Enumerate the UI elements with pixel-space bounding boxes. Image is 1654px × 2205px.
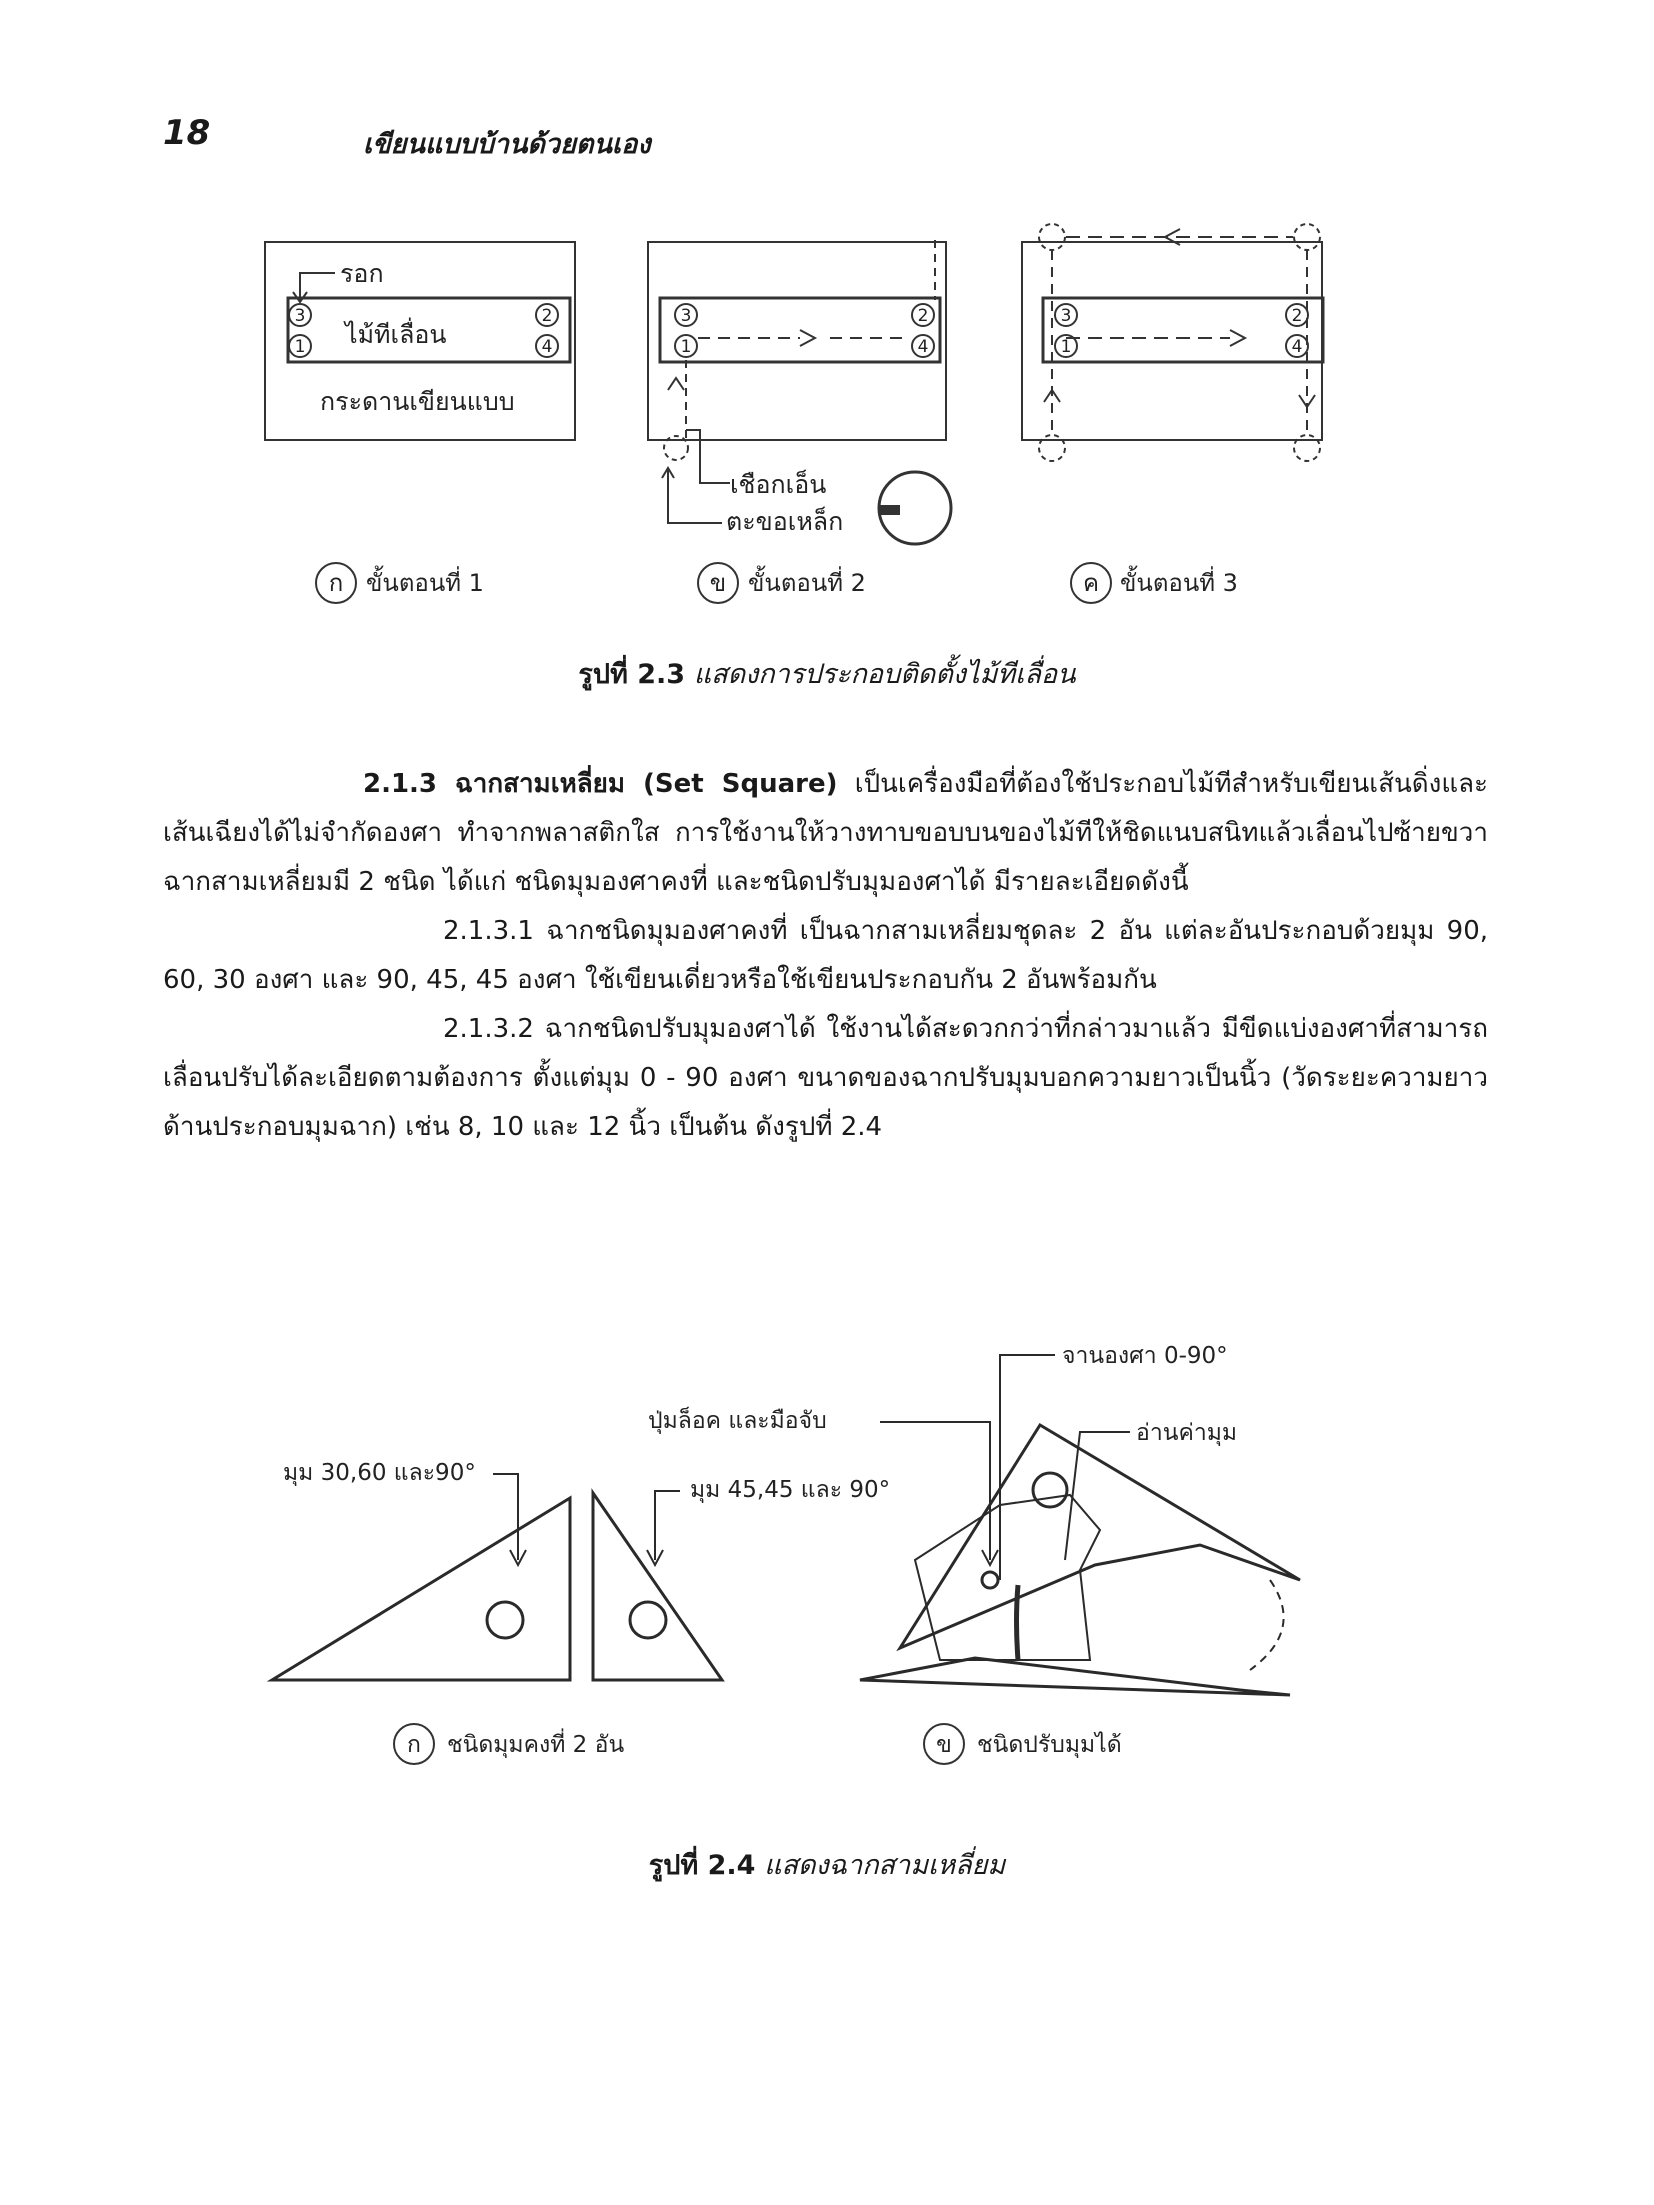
num-4-b: 4 — [917, 337, 929, 357]
lock-knob-label: ปุ่มล็อค และมือจับ — [648, 1408, 827, 1434]
protractor-label: จานองศา 0-90° — [1062, 1343, 1228, 1369]
running-title: เขียนแบบบ้านด้วยตนเอง — [363, 129, 651, 160]
hole-label: รอก — [340, 259, 384, 288]
page-number: 18 — [163, 113, 211, 153]
part-a-label: ชนิดมุมคงที่ 2 อัน — [447, 1732, 625, 1758]
section-heading: 2.1.3 ฉากสามเหลี่ยม (Set Square) — [363, 769, 838, 799]
adjustable-set-square — [900, 1425, 1300, 1648]
t-square-label: ไม้ทีเลื่อน — [345, 320, 447, 349]
angle-30-60-90-label: มุม 30,60 และ90° — [283, 1460, 476, 1486]
read-angle-label: อ่านค่ามุม — [1136, 1420, 1238, 1446]
drawing-board-2 — [648, 242, 946, 440]
num-2-b: 2 — [917, 306, 929, 326]
figure-2-4 — [0, 1330, 1654, 1770]
num-1: 1 — [294, 337, 306, 357]
board-label: กระดานเขียนแบบ — [320, 387, 515, 416]
hook-label: ตะขอเหล็ก — [726, 507, 844, 536]
step-2-marker: ข — [709, 569, 727, 597]
step-3-marker: ค — [1082, 569, 1100, 597]
set-square-30-60 — [272, 1498, 570, 1680]
num-4: 4 — [541, 337, 553, 357]
caption-number: รูปที่ 2.3 — [578, 659, 686, 690]
caption-number-2: รูปที่ 2.4 — [648, 1850, 756, 1881]
part-a-marker: ก — [407, 1732, 421, 1758]
num-2: 2 — [541, 306, 553, 326]
caption-text-2: แสดงฉากสามเหลี่ยม — [764, 1850, 1006, 1881]
num-1-b: 1 — [680, 337, 692, 357]
angle-45-45-90-label: มุม 45,45 และ 90° — [690, 1477, 891, 1503]
num-2-c: 2 — [1291, 306, 1303, 326]
paragraph-3: 2.1.3.2 ฉากชนิดปรับมุมองศาได้ ใช้งานได้สะดวกกว่าที่กล่าวมาแล้ว มีขีดแบ่งองศาที่สามารถเลื่อนปรับได้ละเอียดตามต้องการ ตั้งแต่มุม 0 - 90 องศา ขนาดของฉากปรับมุมบอกความยาวเป็นนิ้ว (วัดระยะความยาวด้านประกอบมุมฉาก) เช่น 8, 10 และ 12 นิ้ว เป็นต้น ดังรูปที่ 2.4 — [163, 1014, 1488, 1142]
num-3-b: 3 — [680, 306, 692, 326]
figure-2-3-caption — [0, 652, 1654, 695]
para-1-text: เป็นเครื่องมือที่ต้องใช้ประกอบไม้ทีสำหรับเขียนเส้นดิ่งและเส้นเฉียงได้ไม่จำกัดองศา ทำจากพลาสติกใส การใช้งานให้วางทาบขอบบนของไม้ทีให้ชิดแนบสนิทแล้วเลื่อนไปซ้ายขวา ฉากสามเหลี่ยมมี 2 ชนิด ได้แก่ ชนิดมุมองศาคงที่ และชนิดปรับมุมองศาได้ มีรายละเอียดดังนี้ — [163, 769, 1488, 897]
paragraph-2: 2.1.3.1 ฉากชนิดมุมองศาคงที่ เป็นฉากสามเหลี่ยมชุดละ 2 อัน แต่ละอันประกอบด้วยมุม 90, 60, 30 องศา และ 90, 45, 45 องศา ใช้เขียนเดี่ยวหรือใช้เขียนประกอบกัน 2 อันพร้อมกัน — [163, 916, 1488, 995]
set-square-45 — [593, 1493, 722, 1680]
part-b-marker: ข — [936, 1732, 952, 1758]
t-square-bar-3 — [1043, 298, 1323, 362]
figure-2-3 — [0, 225, 1654, 615]
num-1-c: 1 — [1060, 337, 1072, 357]
string-label: เชือกเอ็น — [730, 470, 827, 499]
step-2-label: ขั้นตอนที่ 2 — [748, 569, 866, 597]
num-4-c: 4 — [1291, 337, 1303, 357]
step-1-label: ขั้นตอนที่ 1 — [366, 569, 484, 597]
caption-text: แสดงการประกอบติดตั้งไม้ทีเลื่อน — [693, 659, 1076, 690]
part-b-label: ชนิดปรับมุมได้ — [977, 1732, 1122, 1758]
step-1-marker: ก — [328, 569, 344, 597]
num-3-c: 3 — [1060, 306, 1072, 326]
paragraph-1 — [163, 760, 1488, 907]
num-3: 3 — [294, 306, 306, 326]
body-text — [163, 760, 1488, 1152]
figure-2-4-caption — [0, 1843, 1654, 1886]
step-3-label: ขั้นตอนที่ 3 — [1120, 569, 1238, 597]
